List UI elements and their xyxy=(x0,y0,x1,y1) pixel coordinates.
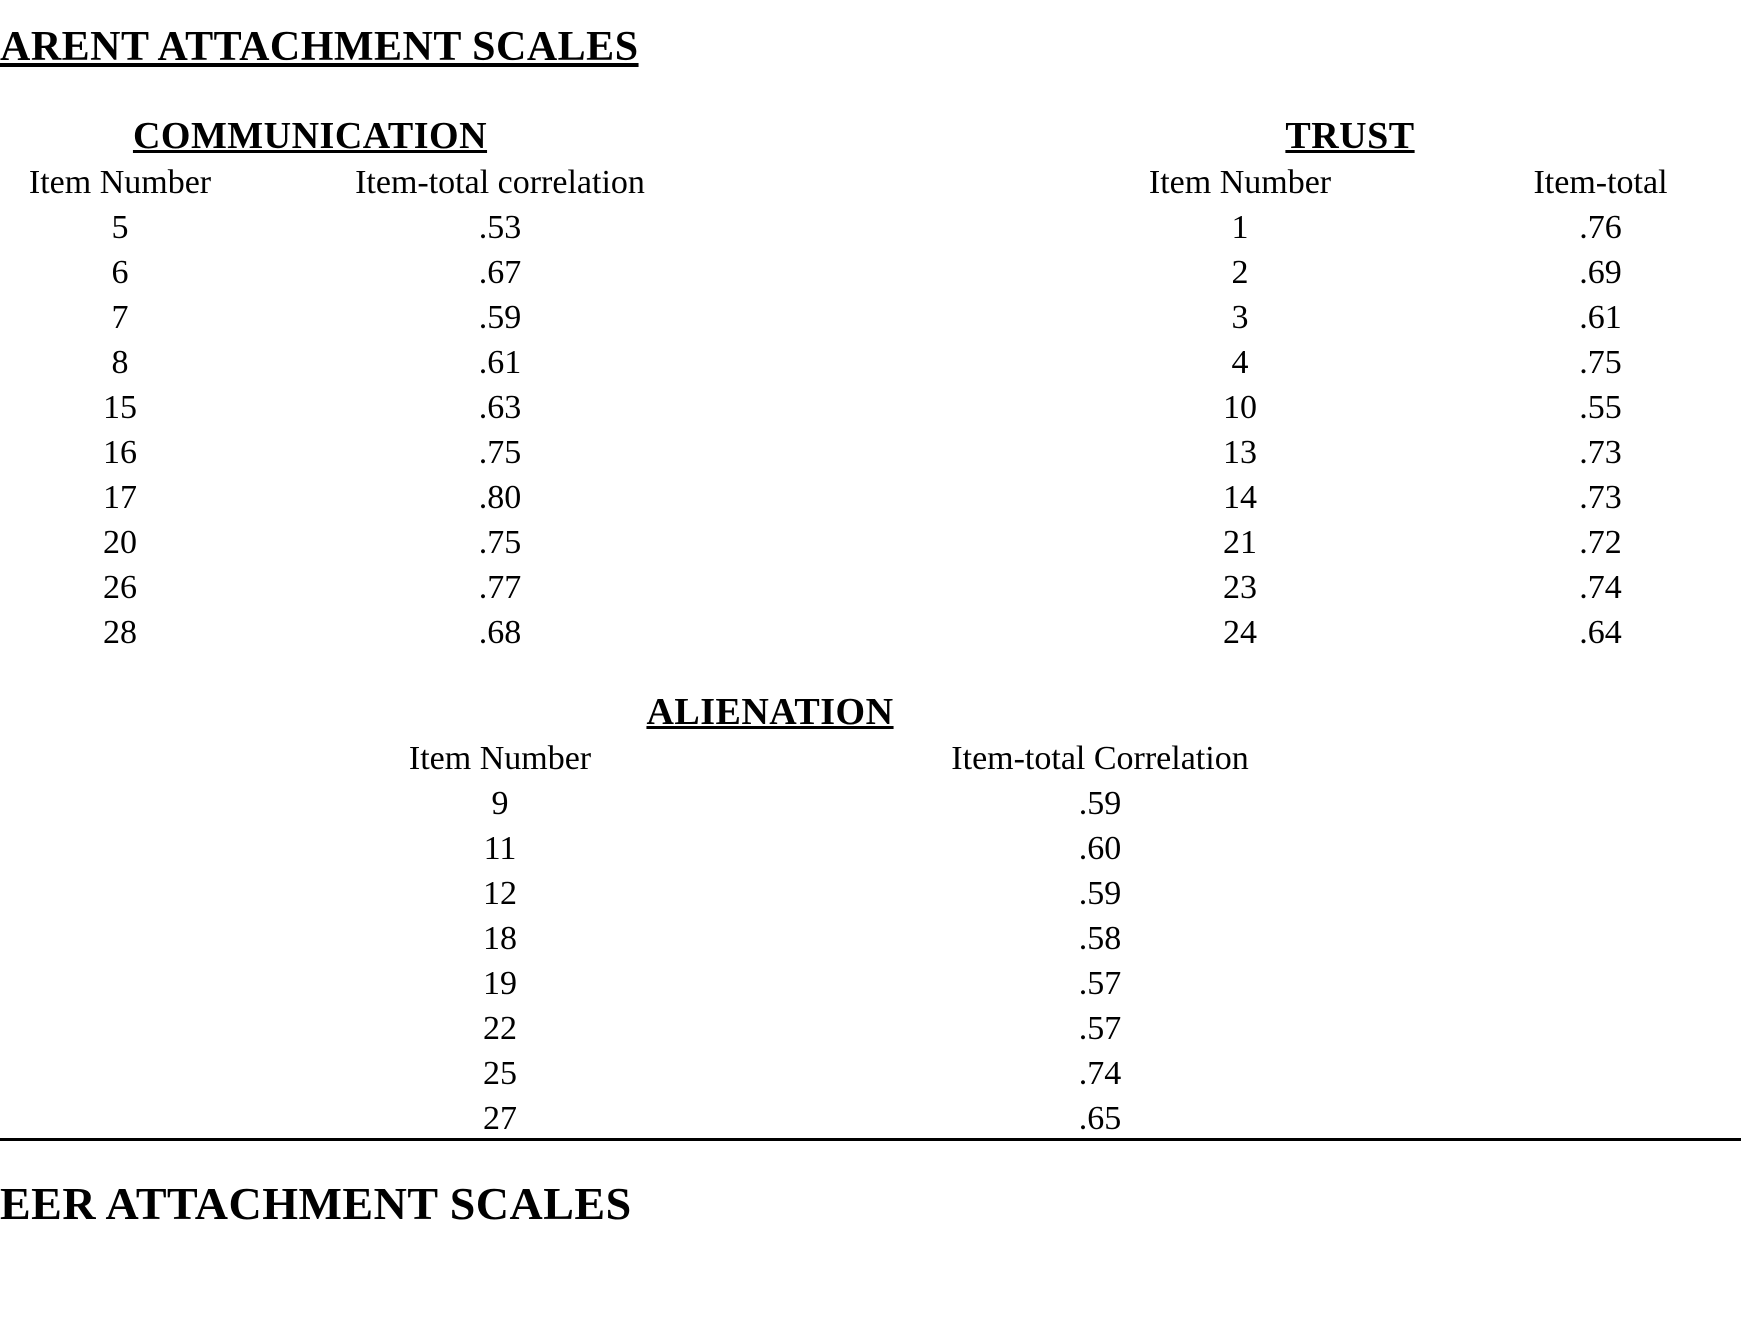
correlation-cell: .75 xyxy=(478,524,522,561)
item-number-cell: 9 xyxy=(491,785,509,822)
correlation-cell: .53 xyxy=(478,209,522,246)
item-number-cell: 8 xyxy=(111,344,129,381)
correlation-cell: .68 xyxy=(478,614,522,651)
trust-table xyxy=(1020,160,1741,655)
correlation-cell: .74 xyxy=(1078,1055,1122,1092)
correlation-cell: .76 xyxy=(1579,209,1622,246)
correlation-cell: .61 xyxy=(1579,299,1622,336)
section-alienation xyxy=(0,688,1741,1141)
correlation-cell: .55 xyxy=(1579,389,1622,426)
item-number-cell: 17 xyxy=(103,479,137,516)
item-number-cell: 24 xyxy=(1223,614,1257,651)
correlation-cell: .60 xyxy=(1078,830,1122,867)
column-header-correlation: Item-total xyxy=(1533,164,1668,201)
page-title: ARENT ATTACHMENT SCALES xyxy=(0,24,639,70)
correlation-cell: .61 xyxy=(478,344,522,381)
column-header-correlation: Item-total correlation xyxy=(355,164,645,201)
correlation-cell: .75 xyxy=(478,434,522,471)
correlation-cell: .72 xyxy=(1579,524,1622,561)
correlation-cell: .75 xyxy=(1579,344,1622,381)
correlation-cell: .80 xyxy=(478,479,522,516)
column-header-item-number: Item Number xyxy=(408,740,592,777)
item-number-cell: 4 xyxy=(1231,344,1249,381)
item-number-cell: 12 xyxy=(483,875,517,912)
section-title-trust: TRUST xyxy=(1285,115,1415,157)
correlation-cell: .57 xyxy=(1078,1010,1122,1047)
correlation-cell: .59 xyxy=(1078,785,1122,822)
correlation-cell: .65 xyxy=(1078,1100,1122,1137)
column-header-item-number: Item Number xyxy=(28,164,212,201)
item-number-cell: 20 xyxy=(103,524,137,561)
item-number-cell: 26 xyxy=(103,569,137,606)
item-number-cell: 3 xyxy=(1231,299,1249,336)
correlation-cell: .59 xyxy=(478,299,522,336)
item-number-cell: 27 xyxy=(483,1100,517,1137)
communication-table xyxy=(0,160,760,655)
item-number-cell: 10 xyxy=(1223,389,1257,426)
column-header-item-number: Item Number xyxy=(1148,164,1332,201)
section-title-alienation: ALIENATION xyxy=(646,691,894,733)
item-number-cell: 14 xyxy=(1223,479,1257,516)
correlation-cell: .58 xyxy=(1078,920,1122,957)
item-number-cell: 18 xyxy=(483,920,517,957)
item-number-cell: 19 xyxy=(483,965,517,1002)
correlation-cell: .63 xyxy=(478,389,522,426)
section-trust xyxy=(1020,112,1741,655)
item-number-cell: 21 xyxy=(1223,524,1257,561)
item-number-cell: 13 xyxy=(1223,434,1257,471)
correlation-cell: .57 xyxy=(1078,965,1122,1002)
footer-section-title: EER ATTACHMENT SCALES xyxy=(0,1178,632,1229)
correlation-cell: .69 xyxy=(1579,254,1622,291)
item-number-cell: 28 xyxy=(103,614,137,651)
item-number-cell: 16 xyxy=(103,434,137,471)
correlation-cell: .73 xyxy=(1579,434,1622,471)
item-number-cell: 11 xyxy=(483,830,517,867)
column-header-correlation: Item-total Correlation xyxy=(951,740,1249,777)
item-number-cell: 22 xyxy=(483,1010,517,1047)
correlation-cell: .67 xyxy=(478,254,522,291)
item-number-cell: 7 xyxy=(111,299,129,336)
correlation-cell: .64 xyxy=(1579,614,1622,651)
item-number-cell: 25 xyxy=(483,1055,517,1092)
correlation-cell: .77 xyxy=(478,569,522,606)
correlation-cell: .73 xyxy=(1579,479,1622,516)
item-number-cell: 1 xyxy=(1231,209,1249,246)
correlation-cell: .59 xyxy=(1078,875,1122,912)
section-communication xyxy=(0,112,760,655)
alienation-table xyxy=(0,736,1741,1141)
section-title-communication: COMMUNICATION xyxy=(132,115,488,157)
item-number-cell: 5 xyxy=(111,209,129,246)
horizontal-divider xyxy=(0,1138,1741,1141)
item-number-cell: 6 xyxy=(111,254,129,291)
item-number-cell: 23 xyxy=(1223,569,1257,606)
correlation-cell: .74 xyxy=(1579,569,1622,606)
item-number-cell: 15 xyxy=(103,389,137,426)
item-number-cell: 2 xyxy=(1231,254,1249,291)
